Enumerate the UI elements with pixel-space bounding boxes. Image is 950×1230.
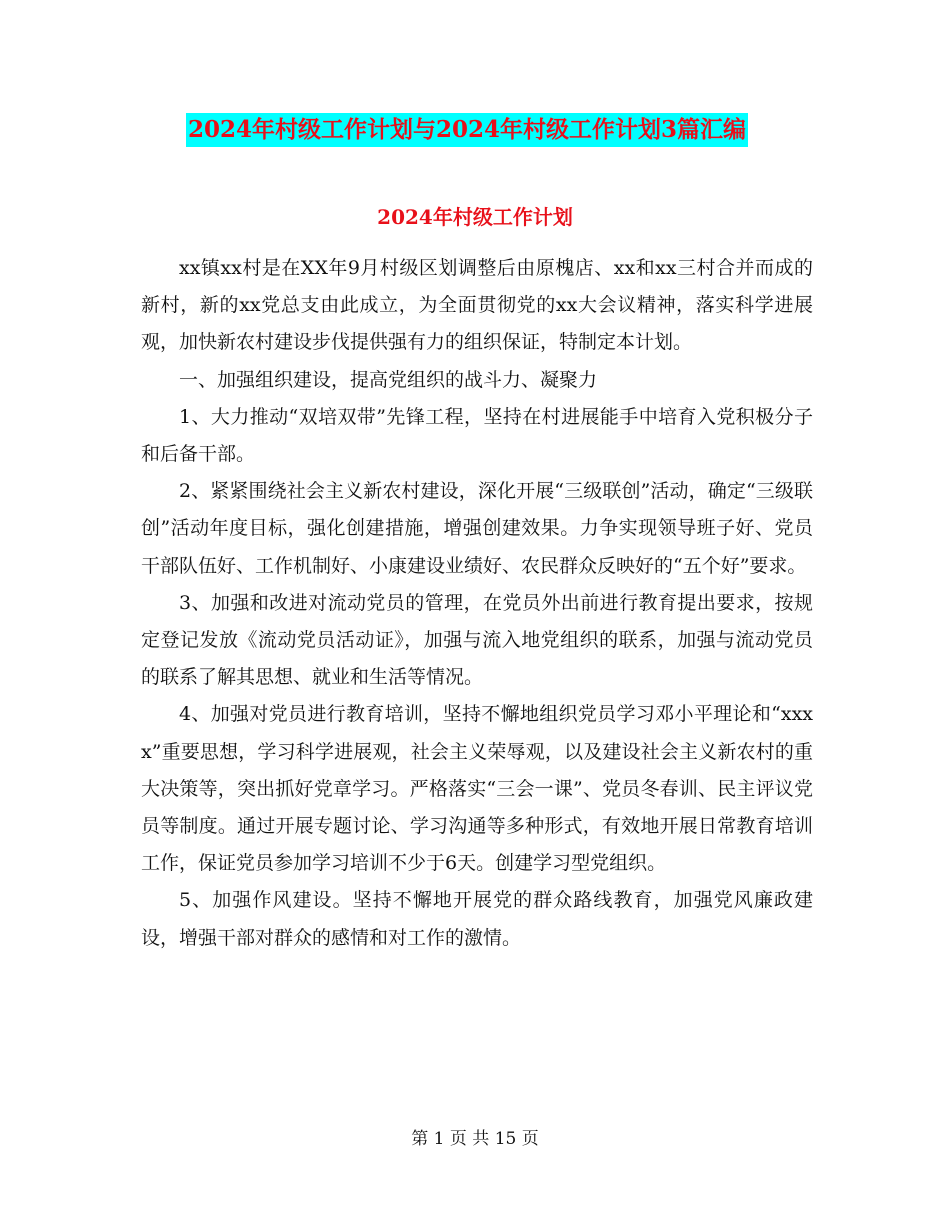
document-main-title: 2024年村级工作计划与2024年村级工作计划3篇汇编: [186, 113, 748, 147]
paragraph-heading-1: 一、加强组织建设，提高党组织的战斗力、凝聚力: [179, 368, 598, 391]
paragraph-item-3: 3、加强和改进对流动党员的管理，在党员外出前进行教育提出要求，按规定登记发放《流动党员活动证》，加强与流入地党组织的联系，加强与流动党员的联系了解其思想、就业和生活等情况。: [141, 591, 813, 689]
page-number-footer: 第 1 页 共 15 页: [411, 1129, 539, 1149]
section-title: 2024年村级工作计划: [377, 205, 573, 229]
document-body: [141, 250, 813, 957]
paragraph-item-5: 5、加强作风建设。坚持不懈地开展党的群众路线教育，加强党风廉政建设，增强干部对群众的感情和对工作的激情。: [141, 889, 813, 949]
paragraph-item-2: 2、紧紧围绕社会主义新农村建设，深化开展“三级联创”活动，确定“三级联创”活动年度目标，强化创建措施，增强创建效果。力争实现领导班子好、党员干部队伍好、工作机制好、小康建设业绩好、农民群众反映好的“五个好”要求。: [141, 480, 813, 577]
paragraph-intro: xx镇xx村是在XX年9月村级区划调整后由原槐店、xx和xx三村合并而成的新村，新的xx党总支由此成立，为全面贯彻党的xx大会议精神，落实科学进展观，加快新农村建设步伐提供强有力的组织保证，特制定本计划。: [141, 257, 813, 354]
paragraph-item-1: 1、大力推动“双培双带”先锋工程，坚持在村进展能手中培育入党积极分子和后备干部。: [141, 405, 813, 466]
paragraph-item-4: 4、加强对党员进行教育培训，坚持不懈地组织党员学习邓小平理论和“xxxx”重要思想，学习科学进展观，社会主义荣辱观，以及建设社会主义新农村的重大决策等，突出抓好党章学习。严格落实“三会一课”、党员冬春训、民主评议党员等制度。通过开展专题讨论、学习沟通等多种形式，有效地开展日常教育培训工作，保证党员参加学习培训不少于6天。创建学习型党组织。: [141, 703, 813, 875]
